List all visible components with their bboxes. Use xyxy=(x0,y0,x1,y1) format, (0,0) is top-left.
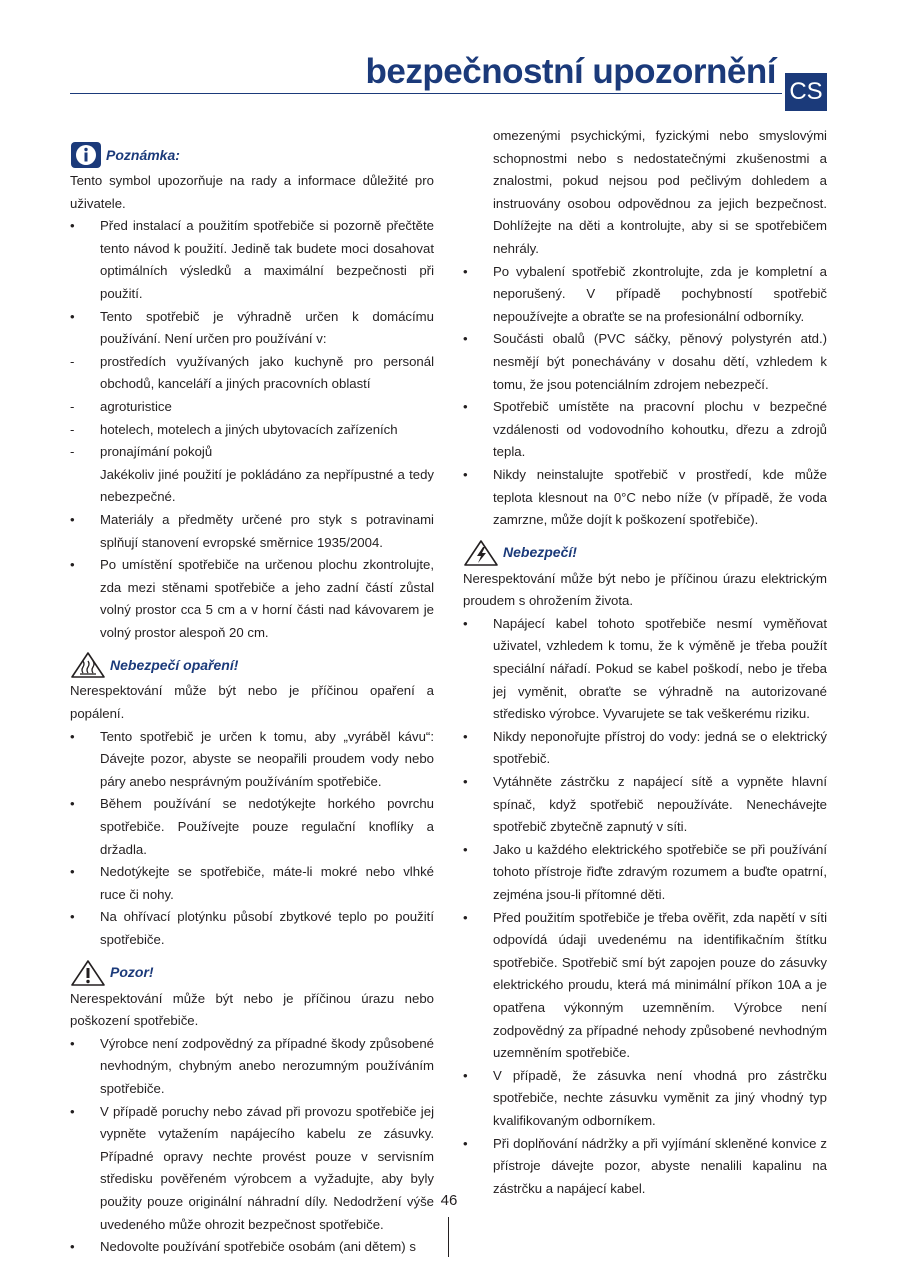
list-item xyxy=(70,1033,434,1101)
burn-title: Nebezpečí opaření! xyxy=(110,657,239,674)
bullet: • xyxy=(70,511,75,527)
list-item xyxy=(463,839,827,907)
page-title: bezpečnostní upozornění xyxy=(365,52,776,91)
list-item-text: Nedovolte používání spotřebiče osobám (ani dětem) s xyxy=(100,1239,416,1255)
bullet: • xyxy=(463,841,468,857)
burn-heading xyxy=(70,650,434,680)
bullet: • xyxy=(70,1035,75,1051)
list-item-text: Součásti obalů (PVC sáčky, pěnový polystyrén atd.) nesmějí být ponechávány v dosahu dětí, vzhledem k tomu, že jsou potenciálním zdrojem nebezpečí. xyxy=(493,331,827,392)
bullet: • xyxy=(70,308,75,324)
right-column xyxy=(463,125,827,1200)
list-item-text: Před instalací a použitím spotřebiče si pozorně přečtěte tento návod k použití. Jedině tak budete moci dosahovat optimálních výsledků a maximální bezpečnosti při použití. xyxy=(100,218,434,301)
list-item xyxy=(70,1101,434,1237)
list-item xyxy=(70,726,434,794)
list-item-text: Výrobce není zodpovědný za případné škody způsobené nevhodným, chybným anebo nerozumným používáním spotřebiče. xyxy=(100,1035,434,1096)
caution-warning-icon xyxy=(70,959,106,987)
list-item xyxy=(70,861,434,906)
list-item-text: Nedotýkejte se spotřebiče, máte-li mokré nebo vlhké ruce či nohy. xyxy=(100,864,434,902)
list-item-text: Tento spotřebič je určen k tomu, aby „vyráběl kávu“: Dávejte pozor, abyste se neopařili proudem vody nebo páry anebo nesprávným používáním spotřebiče. xyxy=(100,728,434,789)
dash-marker: - xyxy=(70,353,75,369)
list-item xyxy=(463,907,827,1065)
list-item-text: Po umístění spotřebiče na určenou plochu zkontrolujte, zda mezi stěnami spotřebiče a jeho zadní částí zůstal volný prostor cca 5 cm a v horní části nad kávovarem je volný prostor alespoň 20 cm. xyxy=(100,557,434,640)
list-item xyxy=(70,554,434,644)
caution-intro: Nerespektování může být nebo je příčinou úrazu nebo poškození spotřebiče. xyxy=(70,990,434,1029)
list-item xyxy=(463,1065,827,1133)
list-item xyxy=(70,396,434,419)
dash-marker: - xyxy=(70,444,75,460)
bullet: • xyxy=(463,1067,468,1083)
list-item-text: Při doplňování nádržky a při vyjímání skleněné konvice z přístroje dávejte pozor, abyste nenalili kapalinu na zástrčku a napájecí kabel. xyxy=(493,1135,827,1196)
bullet: • xyxy=(463,909,468,925)
info-icon xyxy=(70,141,102,169)
list-item-text: Materiály a předměty určené pro styk s potravinami splňují stanovení evropské směrnice 1935/2004. xyxy=(100,511,434,550)
page-number-rule xyxy=(448,1217,449,1257)
list-item-text: Na ohřívací plotýnku působí zbytkové teplo po použití spotřebiče. xyxy=(100,909,434,947)
note-heading xyxy=(70,140,434,170)
danger-heading xyxy=(463,538,827,568)
list-item xyxy=(70,906,434,951)
electric-shock-warning-icon xyxy=(463,539,499,567)
list-item xyxy=(70,351,434,396)
list-item xyxy=(463,726,827,771)
list-item-text: pronajímání pokojů xyxy=(100,444,213,460)
left-column xyxy=(70,136,434,1259)
list-item-text: Po vybalení spotřebič zkontrolujte, zda je kompletní a neporušený. V případě pochybností spotřebič nepoužívejte a obraťte se na profesionální odborníky. xyxy=(493,263,827,324)
list-item xyxy=(70,793,434,861)
list-item-text: Napájecí kabel tohoto spotřebiče nesmí vyměňovat uživatel, vzhledem k tomu, že k výměně je třeba použít speciální nářadí. Pokud se kabel poškodí, nebo je třeba jej vyměnit, obraťte se výhradně na autorizované středisko výrobce. Vyvarujete se tak veškerému riziku. xyxy=(493,615,827,722)
list-item xyxy=(463,613,827,726)
list-item-text: Nikdy neinstalujte spotřebič v prostředí, kde může teplota klesnout na 0°C nebo níže (v případě, že voda zamrzne, může dojít k poškození spotřebiče). xyxy=(493,466,827,528)
bullet: • xyxy=(463,1135,468,1151)
header-rule xyxy=(70,93,782,94)
list-item xyxy=(70,215,434,305)
bullet: • xyxy=(463,774,468,790)
note-title: Poznámka: xyxy=(106,146,180,163)
dash-marker: - xyxy=(70,398,75,414)
bullet: • xyxy=(70,864,75,880)
dash-marker: - xyxy=(70,421,75,437)
list-item xyxy=(70,509,434,554)
bullet: • xyxy=(463,466,468,482)
list-item-text: Jako u každého elektrického spotřebiče se při používání tohoto přístroje řiďte zdravým rozumem a buďte opatrní, zejména jsou-li přítomné děti. xyxy=(493,841,827,902)
list-item-text: V případě poruchy nebo závad při provozu spotřebiče jej vypněte vytažením napájecího kabelu ze zásuvky. Případné opravy nechte provést pouze v servisním středisku pověřeném výrobcem a vyžadujte, aby byly použity pouze originální náhradní díly. Nedodržení výše uvedeného může ohrozit bezpečnost spotřebiče. xyxy=(100,1103,434,1232)
bullet: • xyxy=(463,728,468,744)
list-item-text: Nikdy neponořujte přístroj do vody: jedná se o elektrický spotřebič. xyxy=(493,728,827,767)
list-item-text: Během používání se nedotýkejte horkého povrchu spotřebiče. Používejte pouze regulační knoflíky a držadla. xyxy=(100,796,434,857)
list-item-text: hotelech, motelech a jiných ubytovacích zařízeních xyxy=(100,421,398,437)
list-item-text: V případě, že zásuvka není vhodná pro zástrčku spotřebiče, nechte zásuvku vyměnit za jiný vhodný typ kvalifikovaným odborníkem. xyxy=(493,1067,827,1128)
burn-intro: Nerespektování může být nebo je příčinou opaření a popálení. xyxy=(70,683,434,722)
list-item xyxy=(463,396,827,464)
list-item-text: Spotřebič umístěte na pracovní plochu v bezpečné vzdálenosti od vodovodního kohoutku, dřezu a zdrojů tepla. xyxy=(493,399,827,460)
danger-title: Nebezpečí! xyxy=(503,544,577,561)
continued-text: omezenými psychickými, fyzickými nebo smyslovými schopnostmi nebo s nedostatečnými zkušenostmi a znalostmi, pokud nejsou pod pečlivým dohledem a instruovány osobou odpovědnou za jejich bezpečnost. Dohlížejte na děti a kontrolujte, aby si se spotřebičem nehrály. xyxy=(493,128,827,256)
page-number: 46 xyxy=(440,1192,458,1209)
list-item-text: Před použitím spotřebiče je třeba ověřit, zda napětí v síti odpovídá údaji uvedenému na identifikačním štítku spotřebiče. Spotřebič smí být zapojen pouze do zásuvky elektrického proudu, která má minimální příkon 10A a je opatřena výkonným uzemněním. Výrobce není zodpovědný za případné nehody způsobené nevhodným uzemněním spotřebiče. xyxy=(493,909,827,1061)
list-item xyxy=(70,419,434,442)
bullet: • xyxy=(70,218,75,234)
bullet: • xyxy=(463,263,468,279)
danger-intro: Nerespektování může být nebo je příčinou úrazu elektrickým proudem s ohrožením života. xyxy=(463,570,827,609)
list-item xyxy=(463,771,827,839)
bullet: • xyxy=(70,557,75,573)
note-continuation: Jakékoliv jiné použití je pokládáno za nepřípustné a tedy nebezpečné. xyxy=(100,466,434,505)
list-item xyxy=(70,441,434,464)
list-item-text: Tento spotřebič je výhradně určen k domácímu používání. Není určen pro používání v: xyxy=(100,308,434,347)
bullet: • xyxy=(70,1239,75,1255)
list-item xyxy=(70,1236,434,1259)
bullet: • xyxy=(463,331,468,347)
list-item-text: Vytáhněte zástrčku z napájecí sítě a vypněte hlavní spínač, když spotřebič nepoužíváte. Nenechávejte spotřebič zbytečně zapnutý v síti. xyxy=(493,774,827,835)
bullet: • xyxy=(70,1103,75,1119)
list-item-text: prostředích využívaných jako kuchyně pro personál obchodů, kanceláří a jiných pracovních oblastí xyxy=(100,353,434,392)
list-item xyxy=(463,464,827,532)
list-item xyxy=(463,1133,827,1201)
note-intro: Tento symbol upozorňuje na rady a informace důležité pro uživatele. xyxy=(70,173,434,211)
hot-surface-warning-icon xyxy=(70,651,106,679)
list-item xyxy=(463,261,827,329)
language-badge: CS xyxy=(785,73,827,111)
list-item xyxy=(463,328,827,396)
bullet: • xyxy=(463,615,468,631)
list-item-text: agroturistice xyxy=(100,398,172,414)
caution-title: Pozor! xyxy=(110,964,154,981)
bullet: • xyxy=(70,796,75,812)
caution-heading xyxy=(70,958,434,988)
list-item xyxy=(70,306,434,351)
bullet: • xyxy=(70,728,75,744)
bullet: • xyxy=(70,909,75,925)
bullet: • xyxy=(463,399,468,415)
